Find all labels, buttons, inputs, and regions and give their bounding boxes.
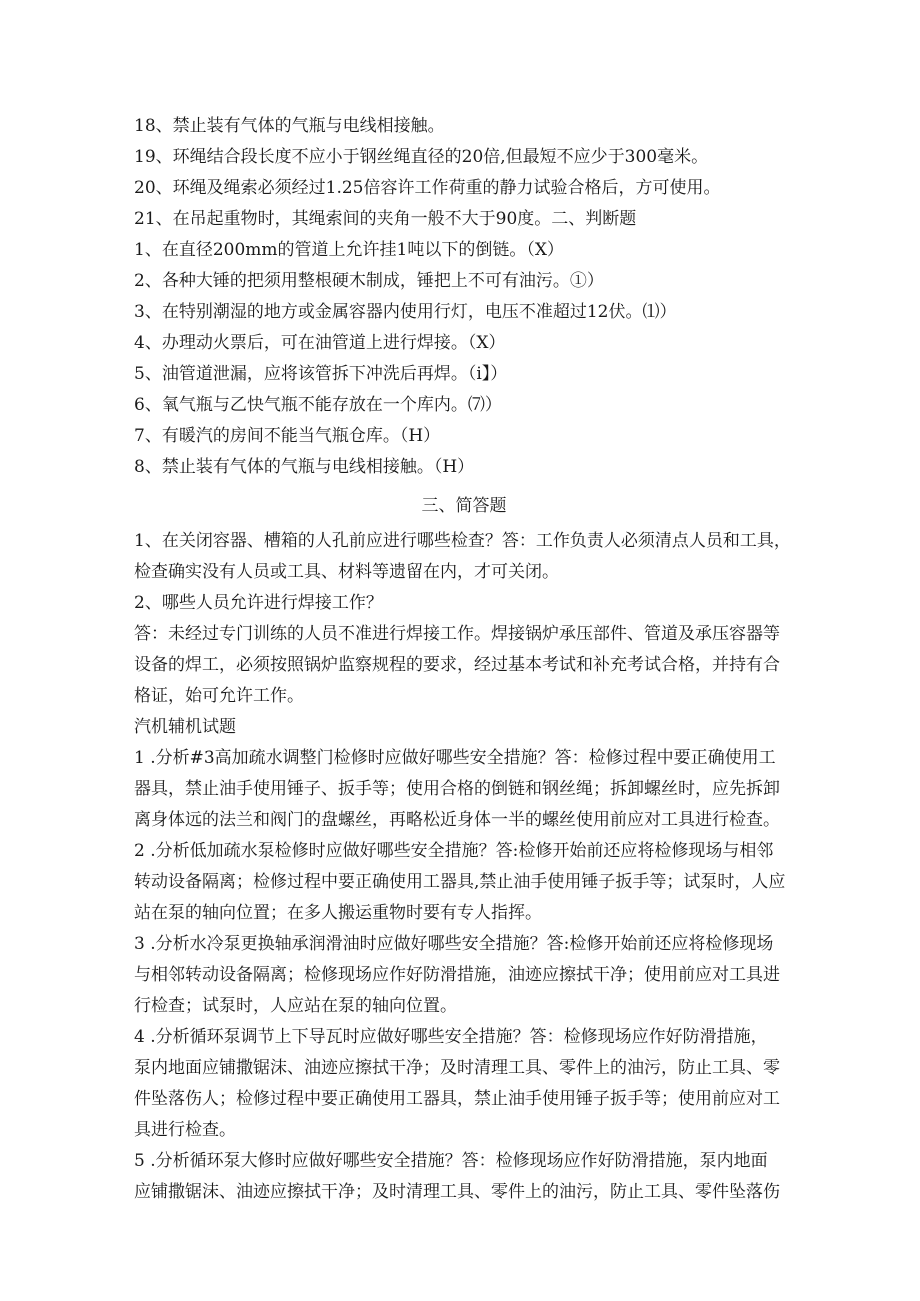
analysis-line: 行检查；试泵时，人应站在泵的轴向位置。 bbox=[134, 996, 457, 1016]
analysis-line: 离身体远的法兰和阀门的盘螺丝，再略松近身体一半的螺丝使用前应对工具进行检查。 bbox=[134, 810, 780, 830]
analysis-line: 5 .分析循环泵大修时应做好哪些安全措施？答：检修现场应作好防滑措施，泵内地面 bbox=[134, 1151, 768, 1171]
answer-line: 检查确实没有人员或工具、材料等遗留在内，才可关闭。 bbox=[134, 562, 559, 582]
rule-item-18: 18、禁止装有气体的气瓶与电线相接触。 bbox=[134, 116, 445, 136]
analysis-line: 器具，禁止油手使用锤子、扳手等；使用合格的倒链和钢丝绳；拆卸螺丝时，应先拆卸 bbox=[134, 779, 780, 799]
answer-line: 答：未经过专门训练的人员不准进行焊接工作。焊接锅炉承压部件、管道及承压容器等 bbox=[134, 624, 780, 644]
judgement-item-4: 4、办理动火票后，可在油管道上进行焊接。（X） bbox=[134, 333, 506, 353]
judgement-item-7: 7、有暖汽的房间不能当气瓶仓库。（H） bbox=[134, 426, 441, 446]
analysis-line: 站在泵的轴向位置；在多人搬运重物时要有专人指挥。 bbox=[134, 903, 542, 923]
answer-line: 设备的焊工，必须按照锅炉监察规程的要求，经过基本考试和补充考试合格，并持有合 bbox=[134, 655, 780, 675]
judgement-item-5: 5、油管道泄漏，应将该管拆下冲洗后再焊。（i】） bbox=[134, 364, 508, 384]
judgement-item-1: 1、在直径200mm的管道上允许挂1吨以下的倒链。（X） bbox=[134, 240, 564, 260]
section-heading-short-answer: 三、简答题 bbox=[421, 496, 507, 516]
analysis-line: 转动设备隔离；检修过程中要正确使用工器具,禁止油手使用锤子扳手等；试泵时，人应 bbox=[134, 872, 786, 892]
analysis-line: 1 .分析#3高加疏水调整门检修时应做好哪些安全措施？答：检修过程中要正确使用工 bbox=[134, 748, 776, 768]
judgement-item-2: 2、各种大锤的把须用整根硬木制成，锤把上不可有油污。①） bbox=[134, 271, 604, 291]
judgement-item-8: 8、禁止装有气体的气瓶与电线相接触。（H） bbox=[134, 457, 475, 477]
analysis-line: 应铺撒锯沫、油迹应擦拭干净；及时清理工具、零件上的油污，防止工具、零件坠落伤 bbox=[134, 1182, 780, 1202]
analysis-line: 具进行检查。 bbox=[134, 1120, 236, 1140]
analysis-line: 泵内地面应铺撒锯沫、油迹应擦拭干净；及时清理工具、零件上的油污，防止工具、零 bbox=[134, 1058, 780, 1078]
analysis-line: 2 .分析低加疏水泵检修时应做好哪些安全措施？答:检修开始前还应将检修现场与相邻 bbox=[134, 841, 774, 861]
judgement-item-3: 3、在特别潮湿的地方或金属容器内使用行灯，电压不准超过12伏。⑴） bbox=[134, 302, 677, 322]
rule-item-19: 19、环绳结合段长度不应小于钢丝绳直径的20倍,但最短不应少于300毫米。 bbox=[134, 147, 709, 167]
answer-line: 2、哪些人员允许进行焊接工作？ bbox=[134, 593, 383, 613]
section-title-auxiliary-exam: 汽机辅机试题 bbox=[134, 717, 236, 737]
rule-item-21: 21、在吊起重物时，其绳索间的夹角一般不大于90度。二、判断题 bbox=[134, 209, 637, 229]
analysis-line: 4 .分析循环泵调节上下导瓦时应做好哪些安全措施？答：检修现场应作好防滑措施， bbox=[134, 1027, 768, 1047]
judgement-item-6: 6、氧气瓶与乙快气瓶不能存放在一个库内。⑺） bbox=[134, 395, 502, 415]
answer-line: 1、在关闭容器、槽箱的人孔前应进行哪些检查？答：工作负责人必须清点人员和工具， bbox=[134, 531, 791, 551]
answer-line: 格证，始可允许工作。 bbox=[134, 686, 304, 706]
rule-item-20: 20、环绳及绳索必须经过1.25倍容许工作荷重的静力试验合格后，方可使用。 bbox=[134, 178, 721, 198]
analysis-line: 件坠落伤人；检修过程中要正确使用工器具，禁止油手使用锤子扳手等；使用前应对工 bbox=[134, 1089, 780, 1109]
analysis-line: 3 .分析水冷泵更换轴承润滑油时应做好哪些安全措施？答:检修开始前还应将检修现场 bbox=[134, 934, 774, 954]
page-content bbox=[134, 111, 794, 1208]
analysis-line: 与相邻转动设备隔离；检修现场应作好防滑措施，油迹应擦拭干净；使用前应对工具进 bbox=[134, 965, 780, 985]
